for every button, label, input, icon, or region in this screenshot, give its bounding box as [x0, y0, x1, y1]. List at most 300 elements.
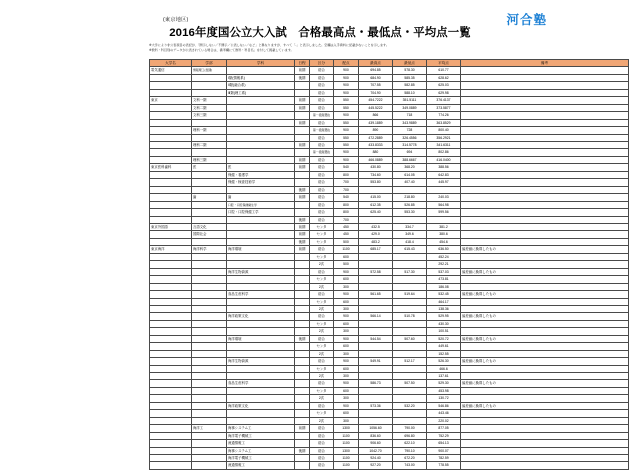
- table-row: [150, 387, 629, 394]
- cell-remarks: [461, 89, 629, 96]
- cell-division: 総合: [310, 67, 334, 74]
- cell-department: 保健・検査技術学: [227, 179, 295, 186]
- footnote-1: ※大学により非公表項目の表記が、「開示しない／不開示／公表しない／など」と異なりますが、すべて「-」と表示しました。空欄は入手資料に記載がないことを示します。: [149, 43, 389, 47]
- cell-points: 900: [334, 291, 359, 298]
- cell-division: 総合: [310, 402, 334, 409]
- cell-schedule: [295, 298, 310, 305]
- cell-avg-score: 445.97: [427, 179, 461, 186]
- cell-department: 流通情報工: [227, 440, 295, 447]
- cell-max-score: [359, 283, 393, 290]
- cell-schedule: 前期: [295, 67, 310, 74]
- cell-division: 総合: [310, 201, 334, 208]
- cell-department: [227, 276, 295, 283]
- table-row: [150, 164, 629, 171]
- cell-department: [227, 134, 295, 141]
- cell-min-score: 696.80: [393, 432, 427, 439]
- cell-remarks: [461, 350, 629, 357]
- cell-points: 900: [334, 402, 359, 409]
- cell-faculty: [192, 238, 227, 245]
- cell-avg-score: 380.6: [427, 231, 461, 238]
- cell-points: 300: [334, 305, 359, 312]
- cell-points: 450: [334, 223, 359, 230]
- cell-min-score: 718: [393, 112, 427, 119]
- cell-division: 2次: [310, 305, 334, 312]
- cell-points: 900: [334, 335, 359, 342]
- cell-avg-score: 100.51: [427, 328, 461, 335]
- cell-remarks: [461, 104, 629, 111]
- table-row: [150, 253, 629, 260]
- table-row: [150, 171, 629, 178]
- cell-division: 2次: [310, 261, 334, 268]
- cell-avg-score: 363.8529: [427, 119, 461, 126]
- cell-schedule: [295, 410, 310, 417]
- cell-faculty: [192, 350, 227, 357]
- cell-schedule: 後期: [295, 447, 310, 454]
- cell-avg-score: 186.08: [427, 283, 461, 290]
- table-row: [150, 455, 629, 462]
- cell-department: [227, 261, 295, 268]
- cell-min-score: 588.10: [393, 89, 427, 96]
- cell-avg-score: 537.03: [427, 268, 461, 275]
- cell-min-score: 314.5778: [393, 141, 427, 148]
- cell-university: 東京外国語: [150, 223, 192, 230]
- cell-points: 550: [334, 97, 359, 104]
- cell-points: 550: [334, 119, 359, 126]
- cell-remarks: [461, 305, 629, 312]
- cell-remarks: [461, 373, 629, 380]
- cell-division: 総合: [310, 447, 334, 454]
- table-row: [150, 141, 629, 148]
- cell-faculty: [192, 119, 227, 126]
- table-row: [150, 373, 629, 380]
- cell-faculty: [192, 209, 227, 216]
- cell-faculty: [192, 149, 227, 156]
- cell-max-score: [359, 387, 393, 394]
- col-min-score: 最低点: [393, 60, 427, 67]
- cell-department: [227, 343, 295, 350]
- cell-avg-score: [427, 216, 461, 223]
- cell-remarks: [461, 432, 629, 439]
- cell-min-score: 578.30: [393, 67, 427, 74]
- cell-avg-score: 138.36: [427, 305, 461, 312]
- cell-schedule: 後期: [295, 216, 310, 223]
- cell-min-score: 512.17: [393, 358, 427, 365]
- cell-min-score: 614.05: [393, 171, 427, 178]
- cell-university: [150, 119, 192, 126]
- cell-department: [227, 119, 295, 126]
- cell-min-score: [393, 365, 427, 372]
- table-row: [150, 67, 629, 74]
- cell-division: 総合: [310, 97, 334, 104]
- cell-avg-score: 564.98: [427, 201, 461, 208]
- cell-points: 900: [334, 149, 359, 156]
- cell-avg-score: [427, 186, 461, 193]
- cell-remarks: 偏差値に換算したもの: [461, 335, 629, 342]
- cell-faculty: [192, 298, 227, 305]
- table-row: [150, 268, 629, 275]
- col-remarks: 備考: [461, 60, 629, 67]
- cell-min-score: [393, 320, 427, 327]
- cell-schedule: [295, 179, 310, 186]
- table-row: [150, 223, 629, 230]
- cell-remarks: [461, 209, 629, 216]
- cell-min-score: [393, 283, 427, 290]
- table-row: [150, 365, 629, 372]
- cell-division: 2次: [310, 395, 334, 402]
- cell-min-score: 728: [393, 127, 427, 134]
- cell-avg-score: 381.2: [427, 223, 461, 230]
- cell-points: 300: [334, 395, 359, 402]
- cell-remarks: [461, 141, 629, 148]
- cell-max-score: 1056.60: [359, 425, 393, 432]
- cell-schedule: [295, 291, 310, 298]
- cell-faculty: [192, 432, 227, 439]
- cell-min-score: 349.0889: [393, 104, 427, 111]
- cell-remarks: [461, 134, 629, 141]
- cell-schedule: [295, 276, 310, 283]
- cell-remarks: 偏差値に換算したもの: [461, 291, 629, 298]
- cell-schedule: [295, 358, 310, 365]
- cell-avg-score: 220.02: [427, 417, 461, 424]
- cell-min-score: 407.40: [393, 179, 427, 186]
- cell-max-score: [359, 186, 393, 193]
- cell-min-score: 582.85: [393, 82, 427, 89]
- cell-faculty: [192, 268, 227, 275]
- cell-max-score: 445.5222: [359, 104, 393, 111]
- cell-schedule: [295, 261, 310, 268]
- cell-min-score: [393, 410, 427, 417]
- cell-avg-score: 388.56: [427, 164, 461, 171]
- cell-points: 550: [334, 134, 359, 141]
- cell-university: [150, 291, 192, 298]
- cell-avg-score: 416.0400: [427, 156, 461, 163]
- cell-university: 電気通信: [150, 67, 192, 74]
- cell-avg-score: 610.77: [427, 67, 461, 74]
- cell-university: [150, 447, 192, 454]
- cell-university: [150, 343, 192, 350]
- cell-remarks: [461, 343, 629, 350]
- cell-division: 総合: [310, 82, 334, 89]
- cell-min-score: [393, 186, 427, 193]
- cell-university: [150, 365, 192, 372]
- cell-min-score: [393, 395, 427, 402]
- cell-division: 2次: [310, 283, 334, 290]
- cell-min-score: [393, 343, 427, 350]
- cell-schedule: 前期: [295, 223, 310, 230]
- cell-division: 総合: [310, 440, 334, 447]
- cell-remarks: [461, 238, 629, 245]
- table-row: [150, 358, 629, 365]
- cell-avg-score: 877.05: [427, 425, 461, 432]
- table-row: [150, 216, 629, 223]
- cell-points: 900: [334, 67, 359, 74]
- cell-faculty: 医: [192, 164, 227, 171]
- cell-faculty: [192, 343, 227, 350]
- cell-division: センタ: [310, 298, 334, 305]
- col-schedule: 日程: [295, 60, 310, 67]
- cell-department: 海洋政策文化: [227, 313, 295, 320]
- cell-max-score: 566.14: [359, 313, 393, 320]
- cell-university: [150, 127, 192, 134]
- cell-university: [150, 313, 192, 320]
- cell-remarks: [461, 283, 629, 290]
- cell-max-score: 439.1889: [359, 119, 393, 126]
- cell-remarks: [461, 156, 629, 163]
- cell-university: [150, 380, 192, 387]
- cell-avg-score: 520.72: [427, 335, 461, 342]
- cell-remarks: [461, 119, 629, 126]
- cell-max-score: 734.60: [359, 171, 393, 178]
- table-row: [150, 298, 629, 305]
- cell-division: 総合: [310, 119, 334, 126]
- cell-points: 700: [334, 179, 359, 186]
- cell-university: [150, 112, 192, 119]
- cell-min-score: 418.4: [393, 238, 427, 245]
- cell-division: 総合: [310, 432, 334, 439]
- cell-faculty: [192, 365, 227, 372]
- cell-division: 総合: [310, 216, 334, 223]
- cell-faculty: [192, 171, 227, 178]
- cell-schedule: [295, 89, 310, 96]
- cell-points: 1300: [334, 447, 359, 454]
- cell-university: [150, 179, 192, 186]
- cell-division: 総合: [310, 156, 334, 163]
- cell-university: [150, 276, 192, 283]
- cell-schedule: [295, 171, 310, 178]
- table-row: [150, 283, 629, 290]
- cell-faculty: 歯: [192, 194, 227, 201]
- cell-schedule: [295, 201, 310, 208]
- cell-faculty: 国際社会: [192, 231, 227, 238]
- cell-faculty: [192, 261, 227, 268]
- table-row: [150, 380, 629, 387]
- cell-faculty: [192, 283, 227, 290]
- cell-division: 2次: [310, 417, 334, 424]
- cell-points: 600: [334, 320, 359, 327]
- cell-points: 900: [334, 358, 359, 365]
- cell-points: 550: [334, 141, 359, 148]
- cell-points: 300: [334, 283, 359, 290]
- cell-min-score: 334.7: [393, 223, 427, 230]
- cell-remarks: [461, 97, 629, 104]
- cell-department: [227, 253, 295, 260]
- cell-university: 東京: [150, 97, 192, 104]
- cell-university: [150, 373, 192, 380]
- cell-faculty: [192, 253, 227, 260]
- cell-schedule: [295, 209, 310, 216]
- cell-faculty: [192, 82, 227, 89]
- cell-points: 900: [334, 112, 359, 119]
- cell-points: 700: [334, 186, 359, 193]
- cell-max-score: 561.65: [359, 291, 393, 298]
- col-avg-score: 平均点: [427, 60, 461, 67]
- cell-points: 600: [334, 387, 359, 394]
- cell-points: 600: [334, 253, 359, 260]
- cell-points: 550: [334, 104, 359, 111]
- cell-division: 総合: [310, 179, 334, 186]
- cell-points: 900: [334, 380, 359, 387]
- cell-min-score: 326.4556: [393, 134, 427, 141]
- cell-department: [227, 223, 295, 230]
- cell-university: [150, 82, 192, 89]
- cell-max-score: 433.8333: [359, 141, 393, 148]
- cell-division: 総合: [310, 268, 334, 275]
- cell-remarks: [461, 149, 629, 156]
- cell-points: 500: [334, 238, 359, 245]
- cell-faculty: 文科二類: [192, 104, 227, 111]
- cell-min-score: [393, 387, 427, 394]
- cell-division: 総合: [310, 89, 334, 96]
- cell-division: 総合: [310, 186, 334, 193]
- cell-remarks: [461, 253, 629, 260]
- cell-schedule: [295, 462, 310, 469]
- cell-points: 1100: [334, 246, 359, 253]
- cell-remarks: 偏差値に換算したもの: [461, 380, 629, 387]
- cell-max-score: 454.7222: [359, 97, 393, 104]
- table-row: [150, 186, 629, 193]
- cell-points: 600: [334, 276, 359, 283]
- cell-max-score: 466.0889: [359, 156, 393, 163]
- cell-university: [150, 253, 192, 260]
- cell-schedule: [295, 283, 310, 290]
- table-row: [150, 156, 629, 163]
- cell-division: 総合: [310, 141, 334, 148]
- cell-department: 海事システム工: [227, 447, 295, 454]
- table-row: [150, 179, 629, 186]
- table-row: [150, 328, 629, 335]
- cell-points: 1100: [334, 455, 359, 462]
- table-body: [150, 67, 629, 469]
- results-table: [149, 59, 629, 470]
- cell-university: [150, 395, 192, 402]
- cell-min-score: 743.00: [393, 462, 427, 469]
- cell-points: 900: [334, 127, 359, 134]
- cell-department: [227, 231, 295, 238]
- cell-avg-score: 625.03: [427, 82, 461, 89]
- cell-schedule: [295, 373, 310, 380]
- cell-university: [150, 156, 192, 163]
- cell-points: 450: [334, 231, 359, 238]
- cell-max-score: [359, 305, 393, 312]
- cell-university: [150, 261, 192, 268]
- cell-points: 900: [334, 89, 359, 96]
- cell-max-score: 1042.70: [359, 447, 393, 454]
- cell-university: [150, 201, 192, 208]
- cell-remarks: [461, 440, 629, 447]
- cell-avg-score: 900.07: [427, 447, 461, 454]
- cell-university: [150, 134, 192, 141]
- cell-remarks: [461, 164, 629, 171]
- table-row: [150, 74, 629, 81]
- cell-department: [227, 149, 295, 156]
- cell-department: 海洋生物資源: [227, 268, 295, 275]
- cell-avg-score: 137.61: [427, 373, 461, 380]
- table-row: [150, 97, 629, 104]
- cell-university: [150, 410, 192, 417]
- cell-department: 海洋環境: [227, 246, 295, 253]
- cell-points: 900: [334, 268, 359, 275]
- cell-schedule: 前期: [295, 231, 310, 238]
- cell-points: 1100: [334, 432, 359, 439]
- cell-min-score: [393, 350, 427, 357]
- cell-university: [150, 298, 192, 305]
- cell-max-score: 880: [359, 149, 393, 156]
- cell-avg-score: 464.17: [427, 298, 461, 305]
- table-row: [150, 104, 629, 111]
- cell-remarks: [461, 365, 629, 372]
- cell-min-score: 349.6: [393, 231, 427, 238]
- cell-division: センタ: [310, 223, 334, 230]
- cell-max-score: 544.54: [359, 335, 393, 342]
- cell-university: [150, 283, 192, 290]
- cell-remarks: [461, 395, 629, 402]
- cell-schedule: [295, 328, 310, 335]
- cell-remarks: [461, 387, 629, 394]
- cell-division: センタ: [310, 343, 334, 350]
- cell-department: 海事システム工: [227, 425, 295, 432]
- cell-schedule: 後期: [295, 335, 310, 342]
- col-university: 大学名: [150, 60, 192, 67]
- col-faculty: 学部: [192, 60, 227, 67]
- cell-points: 800: [334, 209, 359, 216]
- cell-division: センタ: [310, 387, 334, 394]
- cell-min-score: 553.30: [393, 209, 427, 216]
- cell-min-score: [393, 298, 427, 305]
- cell-schedule: [295, 380, 310, 387]
- cell-points: 800: [334, 201, 359, 208]
- table-row: [150, 149, 629, 156]
- cell-university: [150, 305, 192, 312]
- cell-max-score: [359, 417, 393, 424]
- cell-remarks: [461, 261, 629, 268]
- cell-schedule: [295, 149, 310, 156]
- col-department: 学科: [227, 60, 295, 67]
- cell-schedule: [295, 440, 310, 447]
- cell-division: 2次: [310, 373, 334, 380]
- cell-points: 600: [334, 365, 359, 372]
- cell-remarks: [461, 410, 629, 417]
- cell-schedule: [295, 268, 310, 275]
- table-row: [150, 402, 629, 409]
- cell-points: 700: [334, 216, 359, 223]
- cell-department: [227, 298, 295, 305]
- cell-points: 1300: [334, 425, 359, 432]
- cell-remarks: [461, 127, 629, 134]
- table-row: [150, 320, 629, 327]
- cell-points: 300: [334, 417, 359, 424]
- cell-university: 東京海洋: [150, 246, 192, 253]
- cell-department: [227, 97, 295, 104]
- cell-department: 歯: [227, 194, 295, 201]
- cell-avg-score: 449.61: [427, 343, 461, 350]
- cell-department: [227, 283, 295, 290]
- cell-division: センタ: [310, 231, 334, 238]
- cell-faculty: [192, 320, 227, 327]
- cell-department: 海洋政策文化: [227, 402, 295, 409]
- cell-division: 2次: [310, 350, 334, 357]
- cell-min-score: 526.85: [393, 201, 427, 208]
- cell-faculty: 文科一類: [192, 97, 227, 104]
- cell-schedule: [295, 350, 310, 357]
- cell-avg-score: 642.83: [427, 171, 461, 178]
- cell-points: 300: [334, 350, 359, 357]
- cell-department: 海洋電子機械工: [227, 432, 295, 439]
- cell-avg-score: 546.86: [427, 402, 461, 409]
- cell-university: [150, 417, 192, 424]
- cell-max-score: 429.0: [359, 231, 393, 238]
- cell-points: 500: [334, 261, 359, 268]
- cell-max-score: 472.2889: [359, 134, 393, 141]
